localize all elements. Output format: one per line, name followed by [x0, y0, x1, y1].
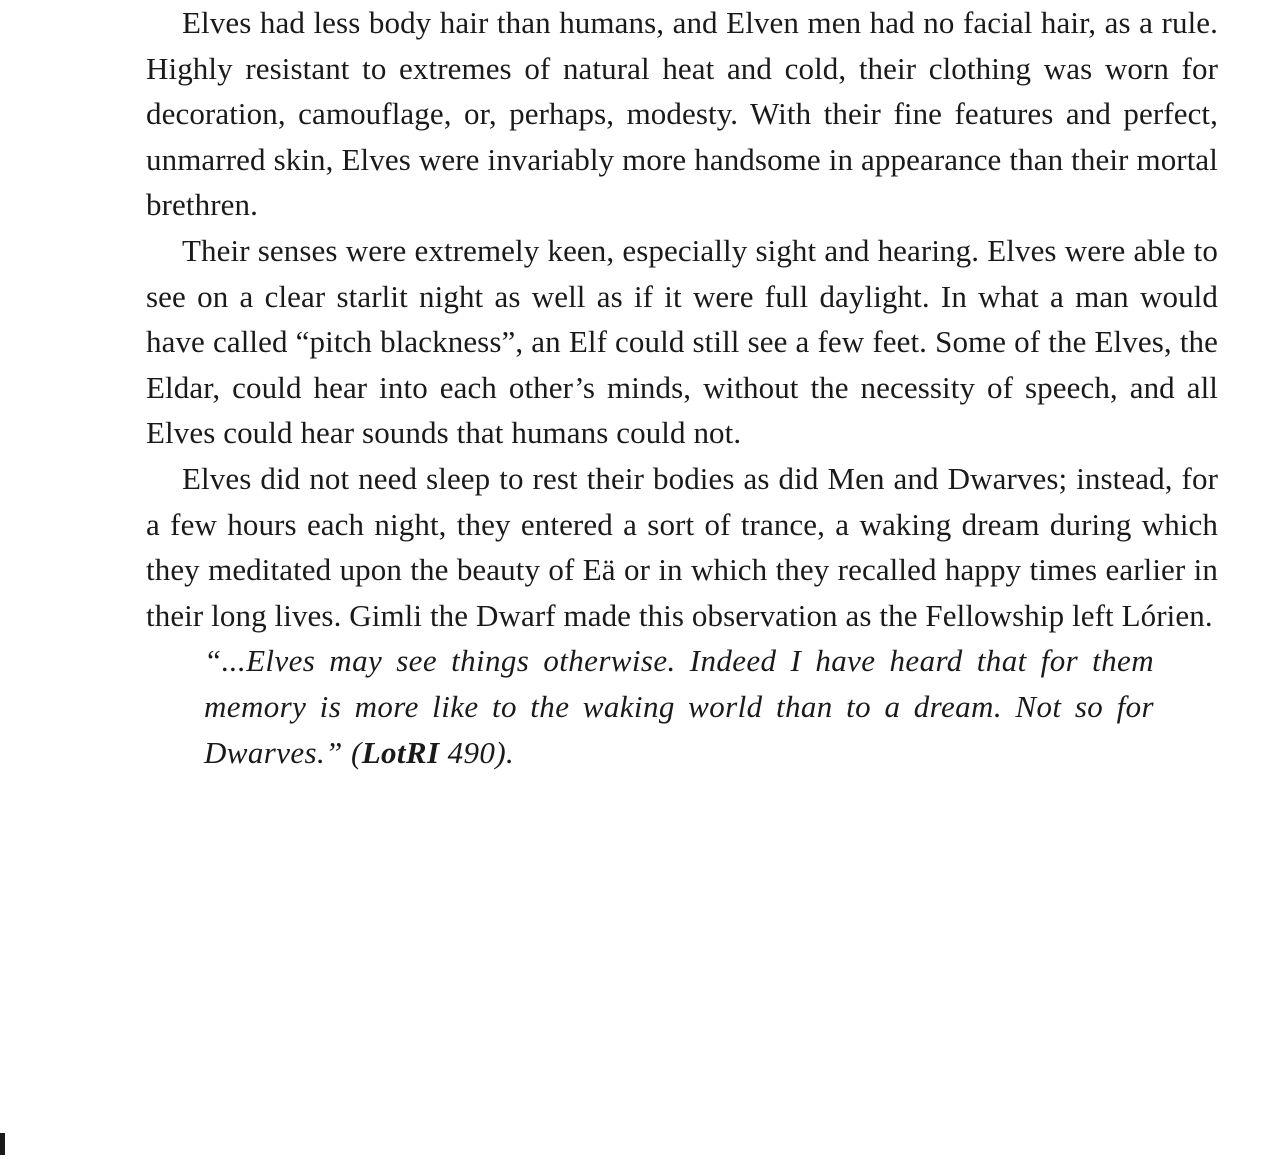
block-quote: [204, 638, 1154, 775]
paragraph-body-hair: Elves had less body hair than humans, and Elven men had no facial hair, as a rule. Highly resistant to extremes of natural heat and cold, their clothing was worn for decoration, camouflage, or, perhaps, modesty. With their fine features and perfect, unmarred skin, Elves were invariably more handsome in appearance than their mortal brethren.: [146, 5, 1218, 223]
quote-citation: LotRI: [361, 734, 440, 770]
page-edge-mark: [0, 1133, 5, 1155]
paragraph-sleep: Elves did not need sleep to rest their bodies as did Men and Dwarves; instead, for a few hours each night, they entered a sort of trance, a waking dream during which they meditated upon the beauty of Eä or in which they recalled happy times earlier in their long lives. Gimli the Dwarf made this observation as the Fellowship left Lórien.: [146, 460, 1218, 633]
paragraph-senses: Their senses were extremely keen, especially sight and hearing. Elves were able to see on a clear starlit night as well as if it were full daylight. In what a man would have called “pitch blackness”, an Elf could still see a few feet. Some of the Elves, the Eldar, could hear into each other’s minds, without the necessity of speech, and all Elves could hear sounds that humans could not.: [146, 232, 1218, 451]
document-page: [146, 0, 1218, 775]
quote-text: “...Elves may see things otherwise. Indeed I have heard that for them memory is more like to the waking world than to a dream. Not so for Dwarves.” (: [204, 643, 1154, 770]
quote-page-ref: 490).: [439, 734, 515, 770]
